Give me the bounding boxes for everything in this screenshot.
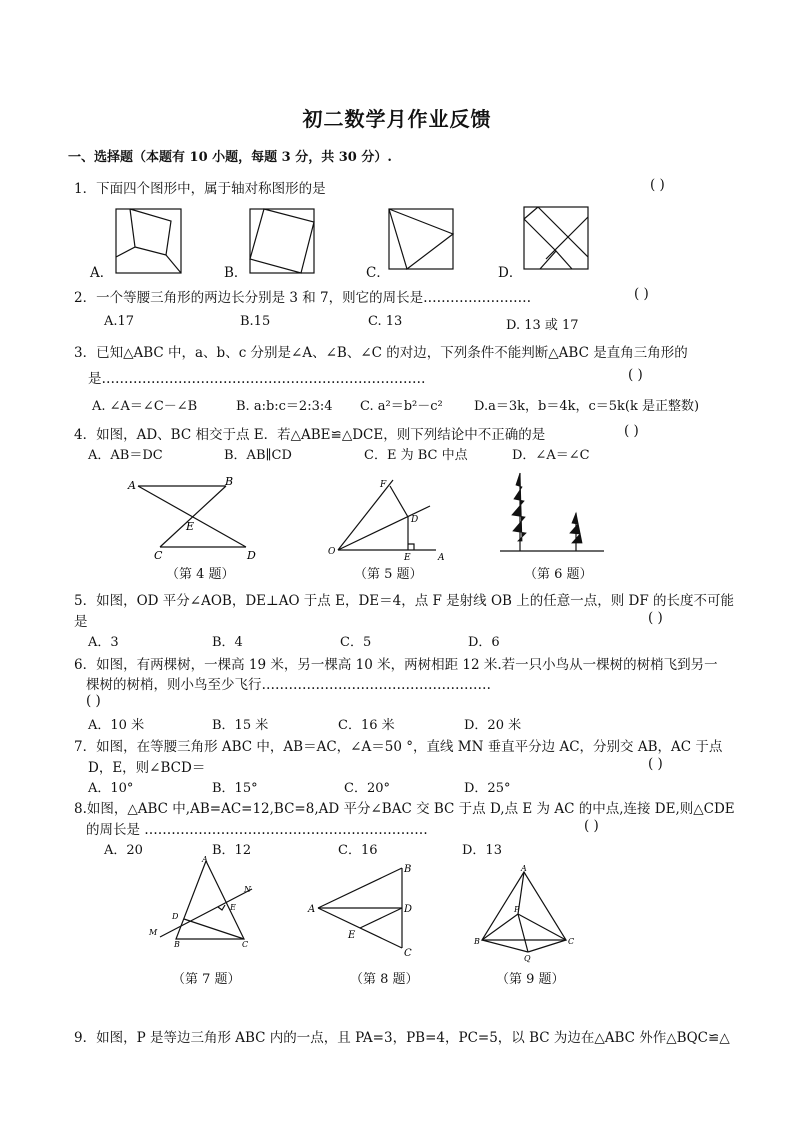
fig7-label-d: D: [172, 912, 179, 921]
q4-option-d: D．∠A＝∠C: [512, 448, 590, 463]
q1-figure-b: [250, 209, 316, 275]
fig8-label-b: B: [404, 864, 412, 875]
figure-8: [306, 860, 426, 959]
fig8-label-a: A: [308, 904, 316, 915]
q8-option-d: D．13: [462, 843, 502, 858]
fig7-label-b: B: [174, 940, 180, 949]
fig7-label-n: N: [244, 885, 251, 894]
q3-option-c: C. a²＝b²－c²: [360, 399, 443, 414]
fig5-label-e: E: [404, 553, 411, 563]
fig9-label-b: B: [474, 937, 480, 946]
q6-stem: 6．如图，有两棵树，一棵高 19 米，另一棵高 10 米，两树相距 12 米.若一只小鸟从一棵树的树梢飞到另一: [74, 657, 718, 673]
q5-bracket: ( ): [648, 610, 663, 626]
q5-option-c: C．5: [340, 635, 372, 650]
q6-bracket: ( ): [86, 693, 101, 709]
q6-stem-cont: 棵树的树梢，则小鸟至少飞行……………………………………………: [86, 677, 491, 693]
q2-bracket: ( ): [634, 286, 649, 302]
figure-7: [146, 855, 258, 947]
q8-stem: 8.如图，△ABC 中,AB=AC=12,BC=8,AD 平分∠BAC 交 BC 于点 D,点 E 为 AC 的中点,连接 DE,则△CDE: [74, 801, 735, 817]
q1-bracket: ( ): [650, 177, 665, 193]
q3-stem-cont: 是………………………………………………………………: [88, 371, 426, 387]
q3-stem: 3．已知△ABC 中，a、b、c 分别是∠A、∠B、∠C 的对边，下列条件不能判断△ABC 是直角三角形的: [74, 345, 688, 361]
fig7-label-e: E: [230, 903, 236, 912]
q3-option-a: A. ∠A＝∠C－∠B: [92, 399, 198, 414]
q7-option-a: A．10°: [88, 781, 134, 796]
q7-option-c: C．20°: [344, 781, 390, 796]
fig9-label-p: P: [514, 905, 520, 914]
fig5-label-a: A: [438, 553, 445, 563]
fig6-caption: （第 6 题）: [524, 567, 593, 582]
q5-option-a: A．3: [88, 635, 119, 650]
q4-bracket: ( ): [624, 423, 639, 439]
fig5-label-f: F: [380, 480, 387, 490]
q3-option-d: D.a＝3k，b＝4k，c＝5k(k 是正整数): [474, 399, 700, 414]
q8-option-c: C．16: [338, 843, 378, 858]
fig8-caption: （第 8 题）: [350, 972, 419, 987]
q1-option-d: D．: [498, 265, 523, 281]
q1-stem: 1．下面四个图形中，属于轴对称图形的是: [74, 181, 326, 197]
q8-stem-cont: 的周长是 ………………………………………………………: [86, 822, 428, 838]
q9-stem: 9．如图，P 是等边三角形 ABC 内的一点，且 PA=3，PB=4，PC=5，以 BC 为边在△ABC 外作△BQC≌△: [74, 1030, 730, 1046]
figure-6: [498, 469, 608, 559]
fig4-label-c: C: [154, 549, 163, 562]
q3-bracket: ( ): [628, 367, 643, 383]
q2-stem: 2．一个等腰三角形的两边长分别是 3 和 7，则它的周长是……………………: [74, 290, 532, 306]
q1-option-c: C．: [366, 265, 390, 281]
q5-stem-cont: 是: [74, 614, 88, 630]
fig7-label-m: M: [149, 928, 158, 937]
q1-figure-d: [524, 207, 590, 273]
q2-option-b: B.15: [240, 314, 271, 329]
fig9-label-c: C: [568, 937, 575, 946]
q1-option-a: A．: [90, 265, 114, 281]
figure-4: [126, 476, 266, 562]
q4-option-b: B．AB∥CD: [224, 448, 292, 463]
fig4-caption: （第 4 题）: [166, 567, 235, 582]
q7-stem-cont: D，E，则∠BCD＝: [88, 760, 206, 776]
q8-bracket: ( ): [584, 818, 599, 834]
q8-option-b: B．12: [212, 843, 252, 858]
q6-option-d: D．20 米: [464, 718, 522, 733]
q2-option-d: D. 13 或 17: [506, 318, 579, 333]
fig5-label-d: D: [411, 515, 419, 525]
fig9-caption: （第 9 题）: [496, 972, 565, 987]
figure-9: [472, 862, 576, 962]
fig5-caption: （第 5 题）: [354, 567, 423, 582]
q3-option-b: B. a:b:c＝2:3:4: [236, 399, 333, 414]
fig4-label-e: E: [186, 520, 195, 533]
fig4-label-b: B: [225, 475, 234, 488]
q5-stem: 5．如图，OD 平分∠AOB，DE⊥AO 于点 E，DE＝4，点 F 是射线 OB 上的任意一点，则 DF 的长度不可能: [74, 593, 735, 609]
q5-option-b: B．4: [212, 635, 243, 650]
section-heading: 一、选择题（本题有 10 小题，每题 3 分，共 30 分）.: [68, 150, 392, 165]
q7-stem: 7．如图，在等腰三角形 ABC 中，AB＝AC，∠A＝50 °，直线 MN 垂直平分边 AC，分别交 AB，AC 于点: [74, 739, 723, 755]
q6-option-c: C．16 米: [338, 718, 395, 733]
fig4-label-a: A: [128, 479, 136, 492]
q7-option-d: D．25°: [464, 781, 511, 796]
q4-option-a: A．AB＝DC: [88, 448, 163, 463]
q4-option-c: C．E 为 BC 中点: [364, 448, 468, 463]
fig8-label-c: C: [404, 948, 412, 959]
fig8-label-e: E: [348, 930, 356, 941]
q1-figure-a: [116, 209, 182, 275]
q6-option-b: B．15 米: [212, 718, 269, 733]
q7-bracket: ( ): [648, 756, 663, 772]
page-title: 初二数学月作业反馈: [302, 107, 492, 131]
fig4-label-d: D: [247, 549, 256, 562]
fig9-label-a: A: [521, 864, 527, 873]
q6-option-a: A．10 米: [88, 718, 145, 733]
q2-option-a: A.17: [104, 314, 135, 329]
fig7-caption: （第 7 题）: [172, 972, 241, 987]
q5-option-d: D．6: [468, 635, 500, 650]
fig5-label-o: O: [328, 547, 336, 557]
q2-option-c: C. 13: [368, 314, 403, 329]
fig8-label-d: D: [404, 904, 413, 915]
q7-option-b: B．15°: [212, 781, 258, 796]
q4-stem: 4．如图，AD、BC 相交于点 E．若△ABE≌△DCE，则下列结论中不正确的是: [74, 427, 546, 443]
figure-5: [326, 474, 451, 564]
q1-figure-c: [389, 209, 455, 275]
fig7-label-a: A: [202, 855, 208, 864]
fig7-label-c: C: [242, 940, 249, 949]
fig9-label-q: Q: [524, 954, 531, 963]
q1-option-b: B．: [224, 265, 248, 281]
q8-option-a: A．20: [104, 843, 143, 858]
